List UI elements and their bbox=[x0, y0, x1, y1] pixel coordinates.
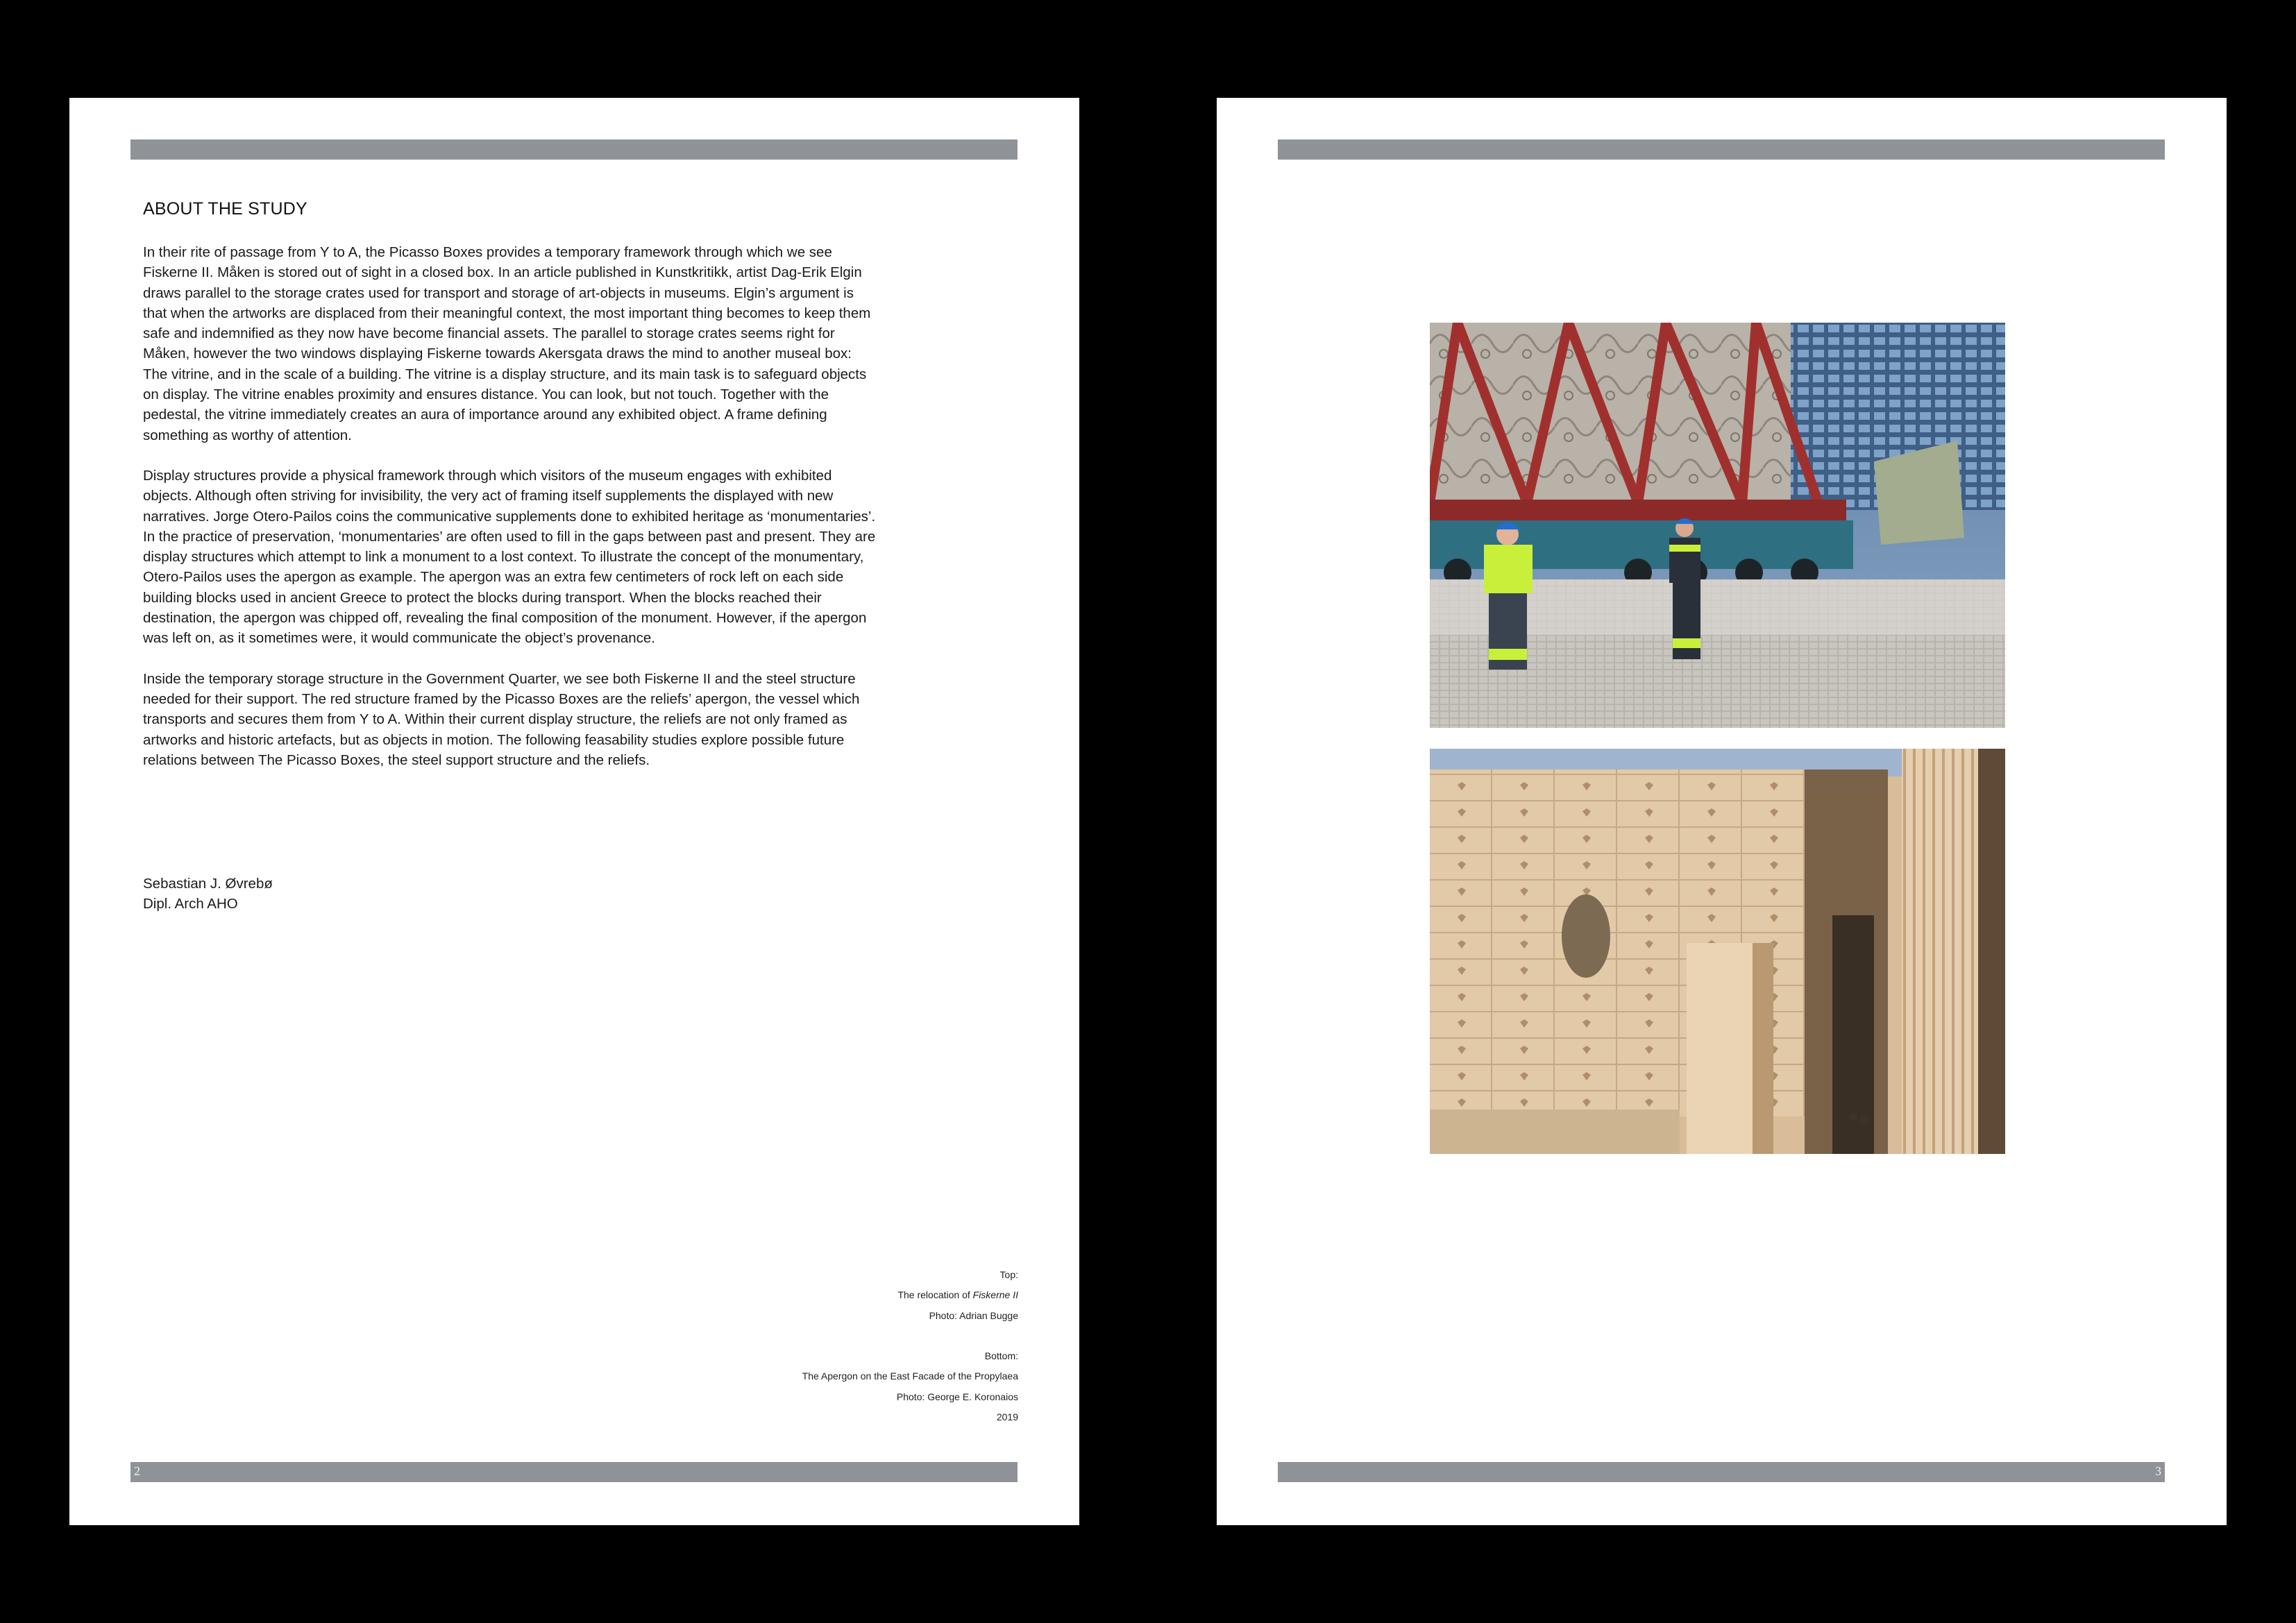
author-title: Dipl. Arch AHO bbox=[143, 896, 238, 912]
caption-bottom-photo: Photo: George E. Koronaios bbox=[896, 1391, 1018, 1402]
caption-bottom bbox=[532, 1346, 1018, 1427]
propylaea-photo-illustration bbox=[1430, 749, 2005, 1154]
bottom-bar bbox=[1278, 1462, 2165, 1482]
paragraph: Display structures provide a physical framework through which visitors of the museum engages with exhibited objects. Although often striving for invisibility, the very act of framing itself supplements the displayed with new narratives. Jorge Otero-Pailos coins the communicative supplements done to exhibited heritage as ‘monumentaries’. In the practice of preservation, ‘monumentaries’ are often used to fill in the gaps between past and present. They are display structures which attempt to link a monument to a lost context. To illustrate the concept of the monumentary, Otero-Pailos uses the apergon as example. The apergon was an extra few centimeters of rock left on each side building blocks used in ancient Greece to protect the blocks during transport. When the blocks reached their destination, the apergon was chipped off, revealing the final composition of the monument. However, if the apergon was left on, as it sometimes were, it would communicate the object’s provenance. bbox=[143, 467, 876, 647]
section-heading: ABOUT THE STUDY bbox=[143, 199, 307, 219]
right-page bbox=[1217, 98, 2227, 1525]
relocation-photo-illustration bbox=[1430, 323, 2005, 728]
top-bar bbox=[130, 139, 1018, 160]
caption-top-photo: Photo: Adrian Bugge bbox=[929, 1309, 1018, 1321]
left-page bbox=[69, 98, 1079, 1525]
caption-bottom-text: The Apergon on the East Facade of the Propylaea bbox=[802, 1370, 1018, 1382]
caption-top-text: The relocation of Fiskerne II bbox=[897, 1289, 1018, 1301]
bottom-bar bbox=[130, 1462, 1018, 1482]
page-number: 3 bbox=[2155, 1464, 2161, 1478]
paragraph: Inside the temporary storage structure in the Government Quarter, we see both Fiskerne II and the steel structure needed for their support. The red structure framed by the Picasso Boxes are the reliefs’ apergon, the vessel which transports and secures them from Y to A. Within their current display structure, the reliefs are not only framed as artworks and historic artefacts, but as objects in motion. The following feasability studies explore possible future relations between The Picasso Boxes, the steel support structure and the reliefs. bbox=[143, 670, 860, 768]
worker-right bbox=[1669, 518, 1700, 659]
author-name: Sebastian J. Øvrebø bbox=[143, 876, 273, 892]
caption-top bbox=[532, 1265, 1018, 1326]
page-number: 2 bbox=[134, 1464, 140, 1478]
relocation-photo bbox=[1430, 323, 2005, 728]
top-bar bbox=[1278, 139, 2165, 160]
artwork-title: Fiskerne II bbox=[972, 1289, 1018, 1301]
body-text bbox=[143, 242, 879, 790]
caption-bottom-year: 2019 bbox=[996, 1411, 1018, 1423]
propylaea-photo bbox=[1430, 749, 2005, 1154]
paragraph: In their rite of passage from Y to A, the Picasso Boxes provides a temporary framework through which we see Fiskerne II. Måken is stored out of sight in a closed box. In an article published in Kunstkritikk, artist Dag-Erik Elgin draws parallel to the storage crates used for transport and storage of art-objects in museums. Elgin’s argument is that when the artworks are displaced from their meaningful context, the most important thing becomes to keep them safe and indemnified as they now have become financial assets. The parallel to storage crates seems right for Måken, however the two windows displaying Fiskerne towards Akersgata draws the mind to another museal box: The vitrine, and in the scale of a building. The vitrine is a display structure, and its main task is to safeguard objects on display. The vitrine enables proximity and ensures distance. You can look, but not touch. Together with the pedestal, the vitrine immediately creates an aura of importance around any exhibited object. A frame defining something as worthy of attention. bbox=[143, 244, 871, 443]
image-captions bbox=[532, 1265, 1018, 1448]
signature bbox=[143, 874, 273, 915]
caption-bottom-label: Bottom: bbox=[984, 1350, 1018, 1362]
caption-top-label: Top: bbox=[999, 1269, 1018, 1280]
